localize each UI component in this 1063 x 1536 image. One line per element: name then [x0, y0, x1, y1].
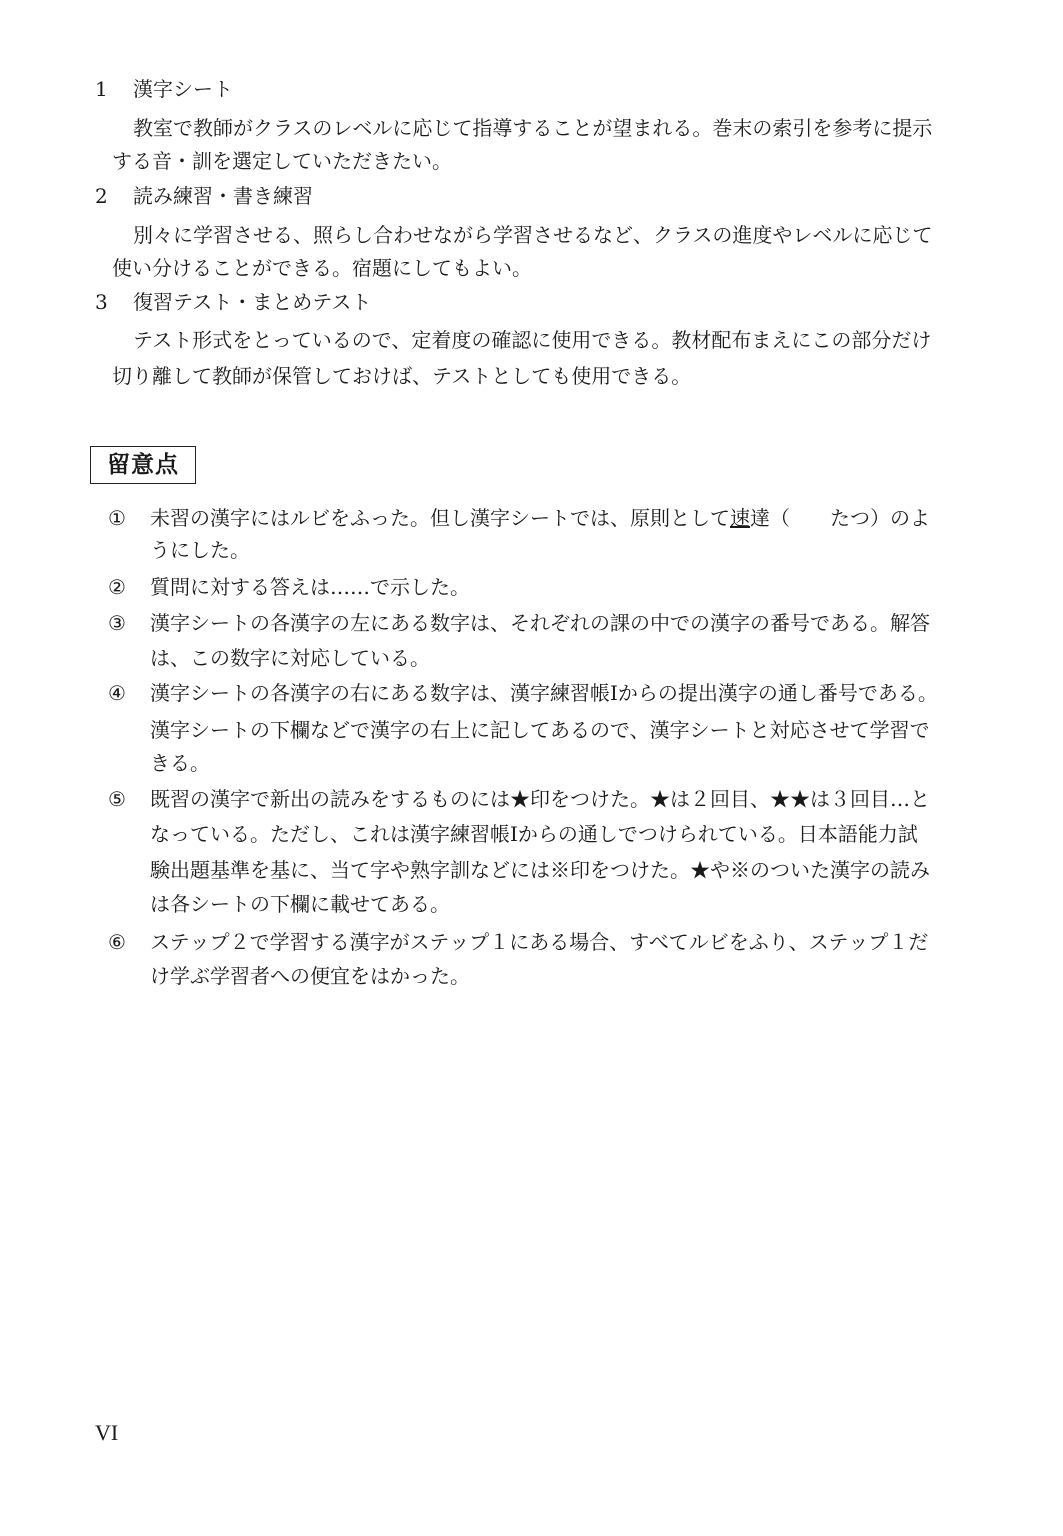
body-line: 教室で教師がクラスのレベルに応じて指導することが望まれる。巻末の索引を参考に提示 [133, 116, 933, 140]
body-line: は、この数字に対応している。 [150, 646, 430, 670]
section-title: 復習テスト・まとめテスト [133, 290, 372, 314]
body-line: なっている。ただし、これは漢字練習帳Ⅰからの通しでつけられている。日本語能力試 [150, 822, 918, 846]
body-line: 験出題基準を基に、当て字や熟字訓などには※印をつけた。★や※のついた漢字の読み [150, 858, 930, 882]
body-line: ステップ２で学習する漢字がステップ１にある場合、すべてルビをふり、ステップ１だ [150, 930, 929, 954]
body-line: 切り離して教師が保管しておけば、テストとしても使用できる。 [112, 364, 692, 388]
text: 未習の漢字にはルビをふった。但し漢字シートでは、原則として [150, 506, 730, 530]
section-number: 2 [95, 184, 108, 208]
text: 達（ たつ）のよ [750, 506, 930, 530]
body-line: きる。 [150, 751, 210, 775]
note-mark: ⑤ [108, 787, 126, 811]
body-line: うにした。 [150, 538, 250, 562]
body-line [150, 506, 930, 530]
note-mark: ① [108, 506, 126, 530]
note-mark: ③ [108, 611, 126, 635]
body-line: 漢字シートの各漢字の左にある数字は、それぞれの課の中での漢字の番号である。解答 [150, 611, 930, 635]
page-number: VI [95, 1420, 119, 1445]
body-line: 既習の漢字で新出の読みをするものには★印をつけた。★は２回目、★★は３回目…と [150, 787, 930, 811]
body-line: は各シートの下欄に載せてある。 [150, 892, 450, 916]
body-line: 質問に対する答えは……で示した。 [150, 575, 470, 599]
section-number: 3 [95, 290, 108, 314]
underlined-kanji: 速 [730, 506, 750, 530]
body-line: テスト形式をとっているので、定着度の確認に使用できる。教材配布まえにこの部分だけ [133, 328, 932, 352]
section-number: 1 [95, 77, 108, 101]
note-mark: ② [108, 575, 126, 599]
body-line: 使い分けることができる。宿題にしてもよい。 [112, 256, 532, 280]
body-line: 漢字シートの下欄などで漢字の右上に記してあるので、漢字シートと対応させて学習で [150, 718, 930, 742]
section-title: 漢字シート [133, 77, 233, 101]
notes-heading: 留意点 [90, 446, 196, 484]
section-title: 読み練習・書き練習 [133, 184, 313, 208]
note-mark: ④ [108, 681, 126, 705]
body-line: 別々に学習させる、照らし合わせながら学習させるなど、クラスの進度やレベルに応じて [133, 223, 933, 247]
body-line: する音・訓を選定していただきたい。 [112, 149, 452, 173]
note-mark: ⑥ [108, 930, 126, 954]
body-line: 漢字シートの各漢字の右にある数字は、漢字練習帳Ⅰからの提出漢字の通し番号である。 [150, 681, 938, 705]
body-line: け学ぶ学習者への便宜をはかった。 [150, 964, 470, 988]
